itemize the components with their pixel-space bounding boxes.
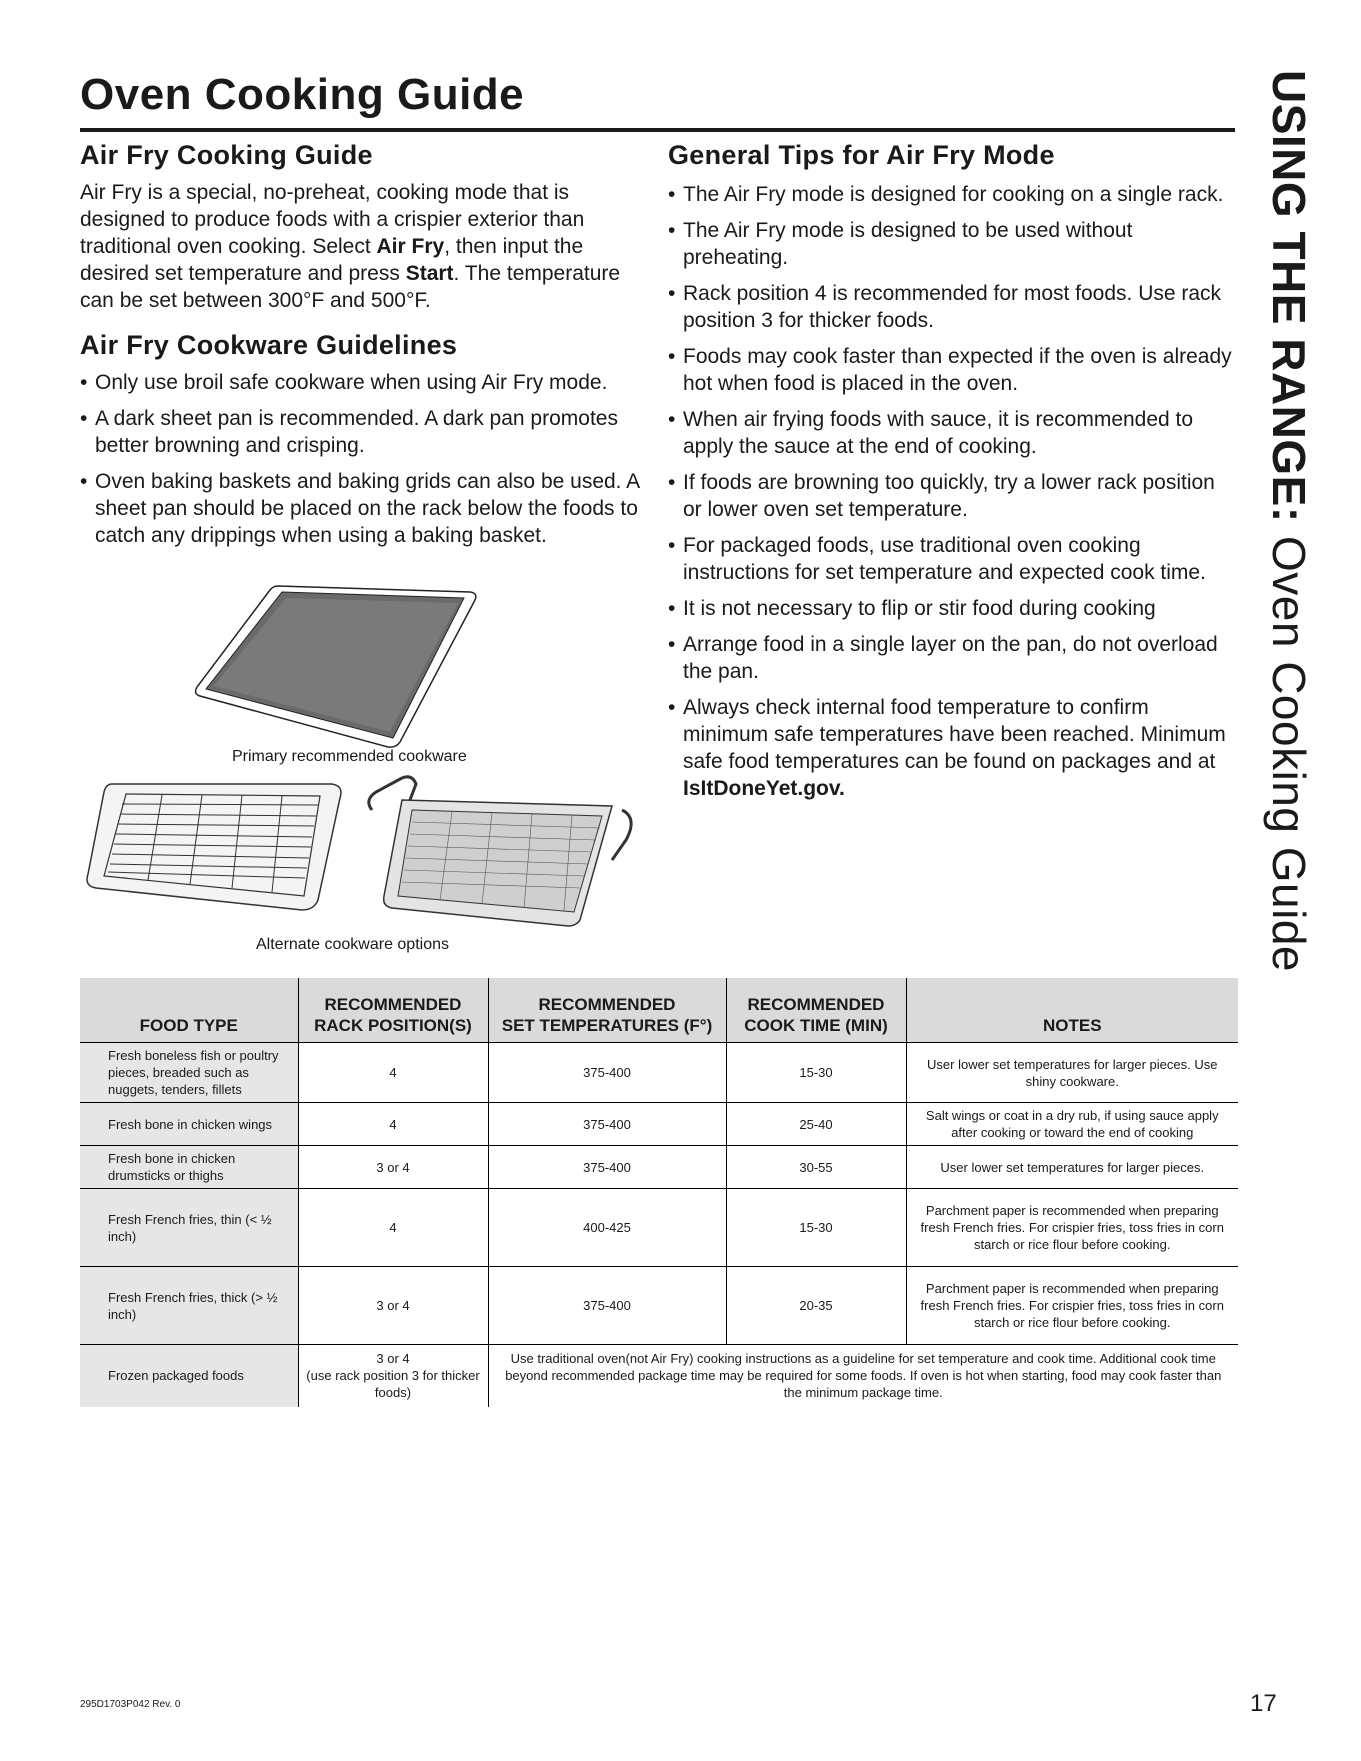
cell-time: 30-55 bbox=[726, 1146, 906, 1189]
table-header-row bbox=[80, 978, 1238, 1043]
document-code: 295D1703P042 Rev. 0 bbox=[80, 1699, 181, 1710]
caption-alternate-cookware: Alternate cookware options bbox=[256, 936, 449, 953]
intro-bold-start: Start bbox=[405, 262, 454, 285]
frozen-rack-value: 3 or 4 bbox=[376, 1351, 410, 1367]
header-rack-line1: RECOMMENDED bbox=[324, 995, 462, 1014]
cell-food-type: Fresh French fries, thick (> ½ inch) bbox=[80, 1267, 298, 1345]
cell-notes: Parchment paper is recommended when preparing fresh French fries. For crispier fries, toss fries in corn starch or rice flour before cooking. bbox=[906, 1189, 1238, 1267]
table-row bbox=[80, 1267, 1238, 1345]
header-temp-line1: RECOMMENDED bbox=[538, 995, 676, 1014]
header-rack-position bbox=[298, 978, 488, 1043]
left-column bbox=[80, 140, 650, 558]
header-time-line1: RECOMMENDED bbox=[747, 995, 885, 1014]
cookware-bullet: • Oven baking baskets and baking grids can also be used. A sheet pan should be placed on the rack below the foods to catch any drippings when using a baking basket. bbox=[80, 468, 650, 549]
cell-temp: 375-400 bbox=[488, 1043, 726, 1103]
intro-bold-air-fry: Air Fry bbox=[376, 235, 445, 258]
baking-basket-illustration bbox=[362, 770, 642, 930]
cell-time: 15-30 bbox=[726, 1043, 906, 1103]
tip-bullet: • Foods may cook faster than expected if the oven is already hot when food is placed in the oven. bbox=[668, 343, 1238, 397]
header-food-type: FOOD TYPE bbox=[80, 978, 298, 1043]
cell-temp: 375-400 bbox=[488, 1146, 726, 1189]
header-notes: NOTES bbox=[906, 978, 1238, 1043]
right-column bbox=[668, 140, 1238, 811]
tip-bullet: • If foods are browning too quickly, try a lower rack position or lower oven set temperature. bbox=[668, 469, 1238, 523]
intro-text-1: Air Fry is a special, no-preheat, cooking mode that is designed to produce foods with a crispier exterior than traditional oven cooking. Select bbox=[80, 181, 585, 258]
tip-bullet: • The Air Fry mode is designed for cooking on a single rack. bbox=[668, 181, 1238, 208]
header-time-line2: COOK TIME (MIN) bbox=[744, 1016, 888, 1035]
table-row bbox=[80, 1043, 1238, 1103]
cell-time: 15-30 bbox=[726, 1189, 906, 1267]
air-fry-intro-paragraph bbox=[80, 179, 650, 314]
tip-bullet: • Arrange food in a single layer on the pan, do not overload the pan. bbox=[668, 631, 1238, 685]
cell-temp: 375-400 bbox=[488, 1103, 726, 1146]
cell-rack: 3 or 4 bbox=[298, 1267, 488, 1345]
header-rack-line2: RACK POSITION(S) bbox=[314, 1016, 472, 1035]
cookware-guidelines-heading: Air Fry Cookware Guidelines bbox=[80, 330, 458, 360]
page-title: Oven Cooking Guide bbox=[80, 70, 525, 119]
safe-temps-text: Always check internal food temperature to confirm minimum safe temperatures have been reached. Minimum safe food temperatures can be found on packages and at bbox=[683, 696, 1226, 773]
sheet-pan-illustration bbox=[190, 578, 480, 753]
intro-text-2: , then input the desired set temperature and press bbox=[80, 235, 584, 285]
cell-notes: User lower set temperatures for larger pieces. bbox=[906, 1146, 1238, 1189]
table-row-frozen bbox=[80, 1345, 1238, 1407]
intro-text-3: . The temperature can be set between 300°F and 500°F. bbox=[80, 262, 621, 312]
cell-rack: 3 or 4 bbox=[298, 1146, 488, 1189]
tip-bullet: • For packaged foods, use traditional oven cooking instructions for set temperature and expected cook time. bbox=[668, 532, 1238, 586]
cookware-bullet: • A dark sheet pan is recommended. A dark pan promotes better browning and crisping. bbox=[80, 405, 650, 459]
cookware-bullet: • Only use broil safe cookware when using Air Fry mode. bbox=[80, 369, 650, 396]
air-fry-cooking-table bbox=[80, 978, 1238, 1407]
cell-rack: 4 bbox=[298, 1103, 488, 1146]
cell-food-type: Fresh bone in chicken wings bbox=[80, 1103, 298, 1146]
cell-notes: Parchment paper is recommended when preparing fresh French fries. For crispier fries, toss fries in corn starch or rice flour before cooking. bbox=[906, 1267, 1238, 1345]
table-row bbox=[80, 1103, 1238, 1146]
cell-notes: Salt wings or coat in a dry rub, if using sauce apply after cooking or toward the end of cooking bbox=[906, 1103, 1238, 1146]
cell-temp: 375-400 bbox=[488, 1267, 726, 1345]
tip-bullet: • It is not necessary to flip or stir food during cooking bbox=[668, 595, 1238, 622]
cell-time: 20-35 bbox=[726, 1267, 906, 1345]
cookware-bullet-list bbox=[80, 369, 650, 549]
air-fry-cooking-guide-heading: Air Fry Cooking Guide bbox=[80, 140, 373, 170]
cell-food-type: Fresh French fries, thin (< ½ inch) bbox=[80, 1189, 298, 1267]
frozen-rack-note: (use rack position 3 for thicker foods) bbox=[306, 1368, 480, 1401]
tip-bullet: • When air frying foods with sauce, it is recommended to apply the sauce at the end of cooking. bbox=[668, 406, 1238, 460]
caption-primary-cookware: Primary recommended cookware bbox=[232, 748, 467, 765]
cell-food-type: Fresh boneless fish or poultry pieces, breaded such as nuggets, tenders, fillets bbox=[80, 1043, 298, 1103]
general-tips-heading: General Tips for Air Fry Mode bbox=[668, 140, 1055, 170]
cell-food-type: Fresh bone in chicken drumsticks or thighs bbox=[80, 1146, 298, 1189]
header-cook-time bbox=[726, 978, 906, 1043]
table-row bbox=[80, 1189, 1238, 1267]
tip-bullet: • Rack position 4 is recommended for most foods. Use rack position 3 for thicker foods. bbox=[668, 280, 1238, 334]
title-rule bbox=[80, 128, 1235, 132]
cell-temp: 400-425 bbox=[488, 1189, 726, 1267]
cell-frozen-note: Use traditional oven(not Air Fry) cooking instructions as a guideline for set temperature and cook time. Additional cook time beyond recommended package time may be required for some foods. If oven is hot when starting, food may cook faster than the minimum package time. bbox=[488, 1345, 1238, 1407]
cell-time: 25-40 bbox=[726, 1103, 906, 1146]
tip-bullet-safe-temps bbox=[668, 694, 1238, 802]
tip-bullet: • The Air Fry mode is designed to be used without preheating. bbox=[668, 217, 1238, 271]
general-tips-list bbox=[668, 181, 1238, 802]
cell-rack bbox=[298, 1345, 488, 1407]
isitdoneyet-link-text: IsItDoneYet.gov. bbox=[683, 777, 845, 800]
cell-notes: User lower set temperatures for larger pieces. Use shiny cookware. bbox=[906, 1043, 1238, 1103]
baking-grid-illustration bbox=[82, 778, 362, 918]
header-temp-line2: SET TEMPERATURES (F°) bbox=[501, 1016, 713, 1035]
side-tab-regular: Oven Cooking Guide bbox=[1263, 535, 1315, 972]
page-number: 17 bbox=[1250, 1690, 1277, 1717]
cell-rack: 4 bbox=[298, 1189, 488, 1267]
table-row bbox=[80, 1146, 1238, 1189]
cell-food-type: Frozen packaged foods bbox=[80, 1345, 298, 1407]
cell-rack: 4 bbox=[298, 1043, 488, 1103]
header-set-temperatures bbox=[488, 978, 726, 1043]
side-tab bbox=[1262, 70, 1316, 972]
side-tab-bold: USING THE RANGE: bbox=[1263, 70, 1315, 523]
